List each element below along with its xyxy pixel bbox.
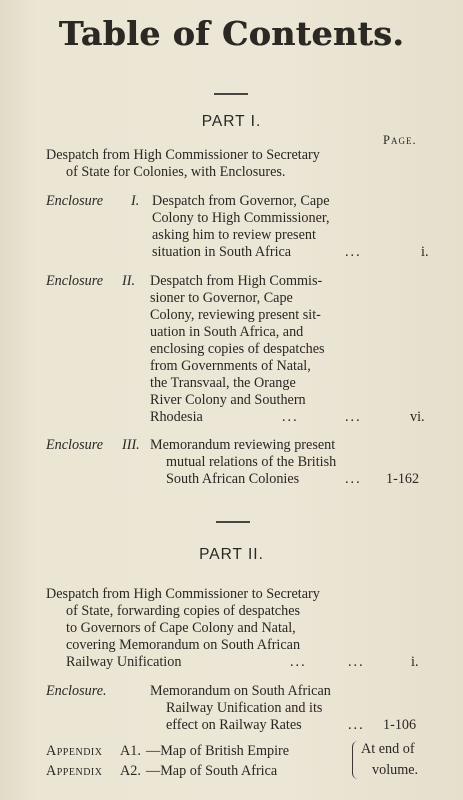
enclosure-text-line: Despatch from Governor, Cape bbox=[152, 193, 330, 209]
enclosure-text-line: South African Colonies bbox=[166, 471, 300, 487]
enclosure-text-line: Rhodesia bbox=[150, 409, 203, 425]
appendix-label: Appendix bbox=[46, 743, 103, 759]
divider bbox=[216, 521, 250, 523]
enclosure-text-line: Memorandum on South African bbox=[150, 683, 331, 699]
leader-dots: ... bbox=[345, 409, 362, 425]
appendix-label: Appendix bbox=[46, 763, 103, 779]
brace bbox=[352, 741, 359, 779]
leader-dots: ... bbox=[345, 244, 362, 260]
enclosure-number: II. bbox=[122, 273, 135, 289]
appendix-description: —Map of South Africa bbox=[146, 763, 278, 779]
page-number: 1-162 bbox=[386, 471, 420, 487]
enclosure-text-line: sioner to Governor, Cape bbox=[150, 290, 293, 306]
part-one-heading: PART I. bbox=[201, 113, 262, 130]
appendix-note-line: volume. bbox=[372, 762, 419, 778]
page-number: 1-106 bbox=[383, 717, 417, 733]
page-number: vi. bbox=[410, 409, 425, 425]
enclosure-number: III. bbox=[122, 437, 140, 453]
enclosure-text-line: Railway Unification and its bbox=[166, 700, 323, 716]
part-two-despatch-line: covering Memorandum on South African bbox=[66, 637, 301, 653]
enclosure-text-line: uation in South Africa, and bbox=[150, 324, 304, 340]
appendix-code: A1. bbox=[120, 743, 141, 759]
enclosure-text-line: effect on Railway Rates bbox=[166, 717, 302, 733]
leader-dots: ... bbox=[345, 471, 362, 487]
enclosure-text-line: Despatch from High Commis- bbox=[150, 273, 323, 289]
enclosure-text-line: mutual relations of the British bbox=[166, 454, 337, 470]
enclosure-label: Enclosure bbox=[46, 193, 103, 209]
enclosure-label: Enclosure. bbox=[46, 683, 107, 699]
enclosure-text-line: the Transvaal, the Orange bbox=[150, 375, 296, 391]
page-number: i. bbox=[421, 244, 429, 260]
enclosure-text-line: enclosing copies of despatches bbox=[150, 341, 325, 357]
part-one-despatch-line: Despatch from High Commissioner to Secretary bbox=[46, 147, 320, 163]
part-two-despatch-line: Despatch from High Commissioner to Secretary bbox=[46, 586, 320, 602]
leader-dots: ... bbox=[348, 654, 365, 670]
appendix-description: —Map of British Empire bbox=[146, 743, 290, 759]
leader-dots: ... bbox=[282, 409, 299, 425]
enclosure-text-line: asking him to review present bbox=[152, 227, 316, 243]
part-two-despatch-line: of State, forwarding copies of despatches bbox=[66, 603, 301, 619]
part-two-despatch-line: to Governors of Cape Colony and Natal, bbox=[66, 620, 296, 636]
part-two-despatch-line: Railway Unification bbox=[66, 654, 182, 670]
enclosure-text-line: Memorandum reviewing present bbox=[150, 437, 336, 453]
enclosure-text-line: situation in South Africa bbox=[152, 244, 292, 260]
enclosure-label: Enclosure bbox=[46, 273, 103, 289]
page-title: Table of Contents. bbox=[58, 14, 405, 53]
enclosure-text-line: from Governments of Natal, bbox=[150, 358, 311, 374]
enclosure-text-line: Colony to High Commissioner, bbox=[152, 210, 330, 226]
leader-dots: ... bbox=[348, 717, 365, 733]
page-column-label: Page. bbox=[383, 133, 417, 147]
part-one-despatch-line: of State for Colonies, with Enclosures. bbox=[66, 164, 286, 180]
enclosure-label: Enclosure bbox=[46, 437, 103, 453]
part-two-heading: PART II. bbox=[199, 546, 264, 563]
appendix-note-line: At end of bbox=[361, 741, 415, 757]
appendix-code: A2. bbox=[120, 763, 141, 779]
enclosure-text-line: River Colony and Southern bbox=[150, 392, 306, 408]
divider bbox=[214, 93, 248, 95]
page-number: i. bbox=[411, 654, 419, 670]
leader-dots: ... bbox=[290, 654, 307, 670]
enclosure-text-line: Colony, reviewing present sit- bbox=[150, 307, 321, 323]
enclosure-number: I. bbox=[131, 193, 140, 209]
